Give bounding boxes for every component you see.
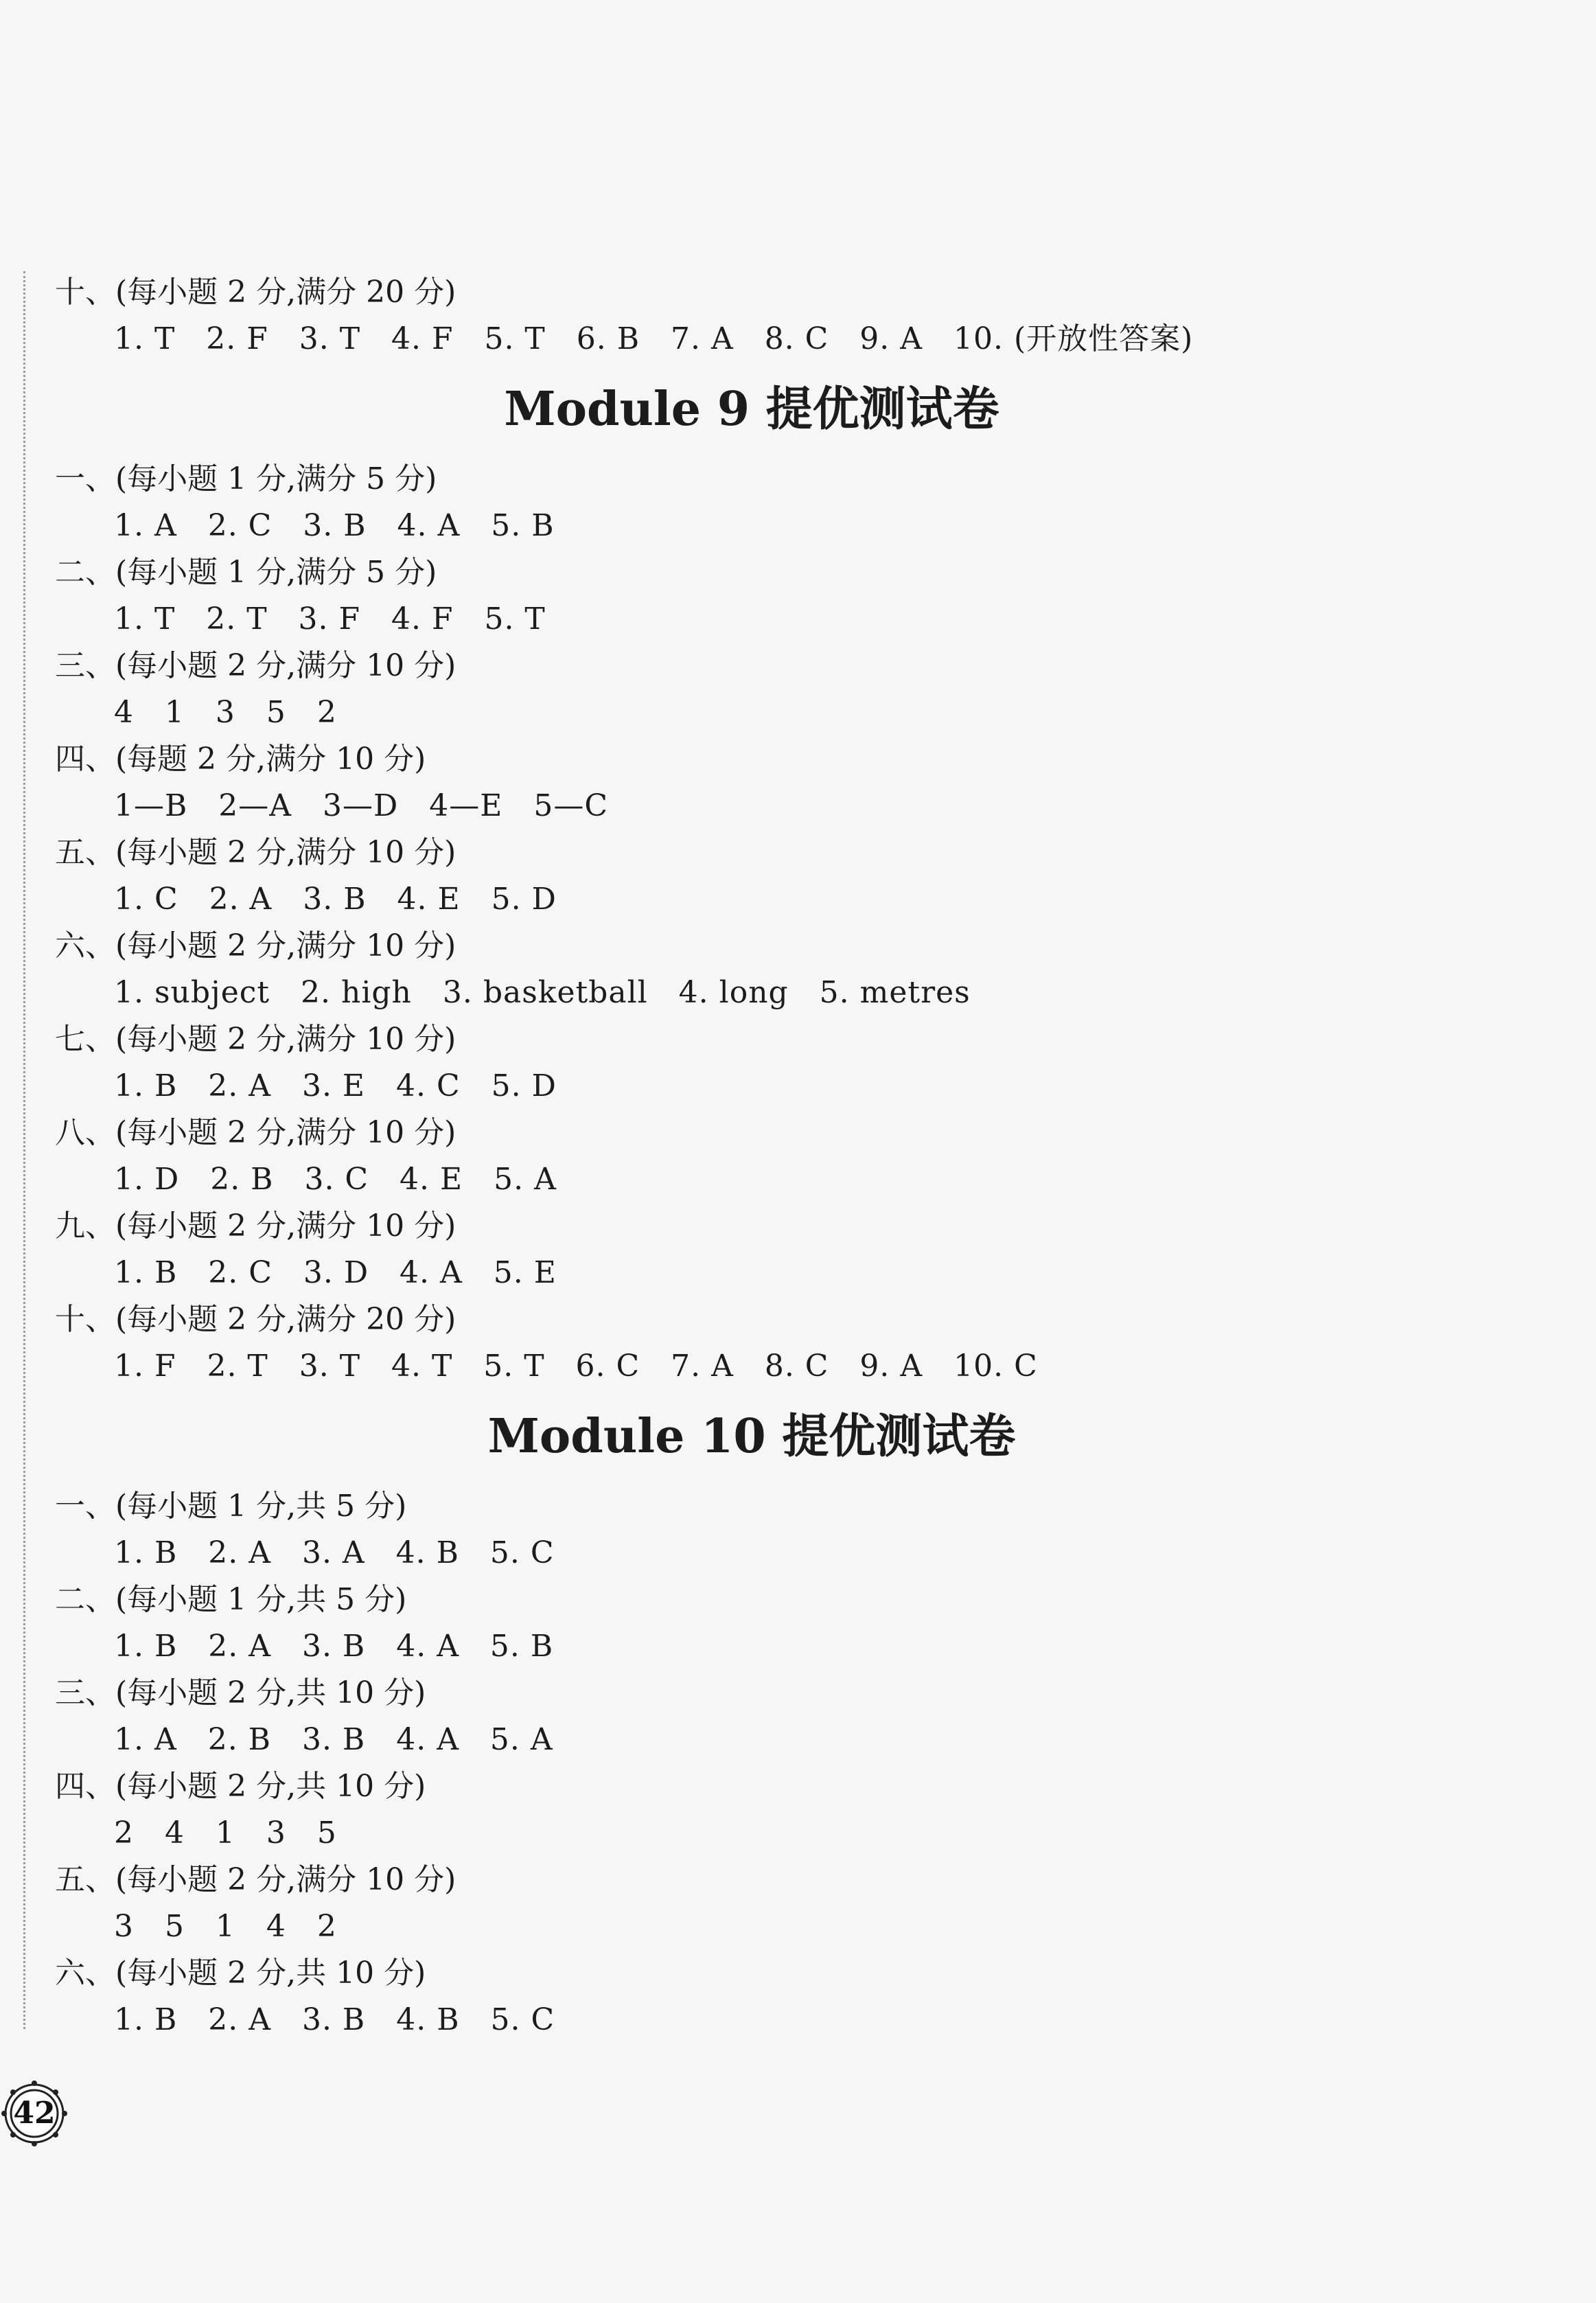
question-heading: 五、(每小题 2 分,满分 10 分) xyxy=(55,835,456,870)
answer-line: 1. B 2. A 3. B 4. B 5. C xyxy=(114,2002,555,2037)
answer-line: 1. T 2. T 3. F 4. F 5. T xyxy=(114,601,546,637)
answer-line: 1. subject 2. high 3. basketball 4. long 5. metres xyxy=(114,975,971,1010)
binding-margin-line xyxy=(23,271,25,2029)
answer-line: 1. B 2. A 3. A 4. B 5. C xyxy=(114,1535,555,1570)
answer-content xyxy=(55,269,1551,2043)
module-title: Module 9 提优测试卷 xyxy=(504,382,999,437)
question-heading: 一、(每小题 1 分,满分 5 分) xyxy=(55,461,437,496)
question-heading: 十、(每小题 2 分,满分 20 分) xyxy=(55,275,456,310)
answer-line: 3 5 1 4 2 xyxy=(114,1909,337,1944)
question-heading: 六、(每小题 2 分,共 10 分) xyxy=(55,1956,426,1991)
answer-line: 1. B 2. C 3. D 4. A 5. E xyxy=(114,1255,557,1290)
question-heading: 六、(每小题 2 分,满分 10 分) xyxy=(55,928,456,963)
answer-line: 1. B 2. A 3. E 4. C 5. D xyxy=(114,1068,557,1103)
question-heading: 八、(每小题 2 分,满分 10 分) xyxy=(55,1115,456,1150)
page-number: 42 xyxy=(13,2096,56,2131)
question-heading: 三、(每小题 2 分,满分 10 分) xyxy=(55,648,456,683)
question-heading: 一、(每小题 1 分,共 5 分) xyxy=(55,1489,407,1524)
answer-line: 1. A 2. B 3. B 4. A 5. A xyxy=(114,1722,553,1757)
question-heading: 五、(每小题 2 分,满分 10 分) xyxy=(55,1862,456,1897)
question-heading: 三、(每小题 2 分,共 10 分) xyxy=(55,1675,426,1710)
answer-line: 1. A 2. C 3. B 4. A 5. B xyxy=(114,508,555,543)
question-heading: 十、(每小题 2 分,满分 20 分) xyxy=(55,1302,456,1337)
question-heading: 七、(每小题 2 分,满分 10 分) xyxy=(55,1022,456,1057)
answer-line: 1. D 2. B 3. C 4. E 5. A xyxy=(114,1162,557,1197)
page-number-badge xyxy=(1,2081,67,2146)
answer-line: 1. B 2. A 3. B 4. A 5. B xyxy=(114,1629,554,1664)
answer-line: 1. C 2. A 3. B 4. E 5. D xyxy=(114,882,557,917)
answer-line: 1. T 2. F 3. T 4. F 5. T 6. B 7. A 8. C 9. A 10. (开放性答案) xyxy=(114,321,1194,356)
question-heading: 九、(每小题 2 分,满分 10 分) xyxy=(55,1208,456,1244)
question-heading: 二、(每小题 1 分,满分 5 分) xyxy=(55,555,437,590)
answer-line: 4 1 3 5 2 xyxy=(114,695,337,730)
answer-line: 1. F 2. T 3. T 4. T 5. T 6. C 7. A 8. C 9. A 10. C xyxy=(114,1349,1038,1384)
module-title: Module 10 提优测试卷 xyxy=(487,1409,1016,1464)
answer-line: 2 4 1 3 5 xyxy=(114,1815,337,1851)
question-heading: 二、(每小题 1 分,共 5 分) xyxy=(55,1582,407,1617)
question-heading: 四、(每小题 2 分,共 10 分) xyxy=(55,1769,426,1804)
question-heading: 四、(每题 2 分,满分 10 分) xyxy=(55,742,426,777)
answer-line: 1—B 2—A 3—D 4—E 5—C xyxy=(114,788,608,823)
